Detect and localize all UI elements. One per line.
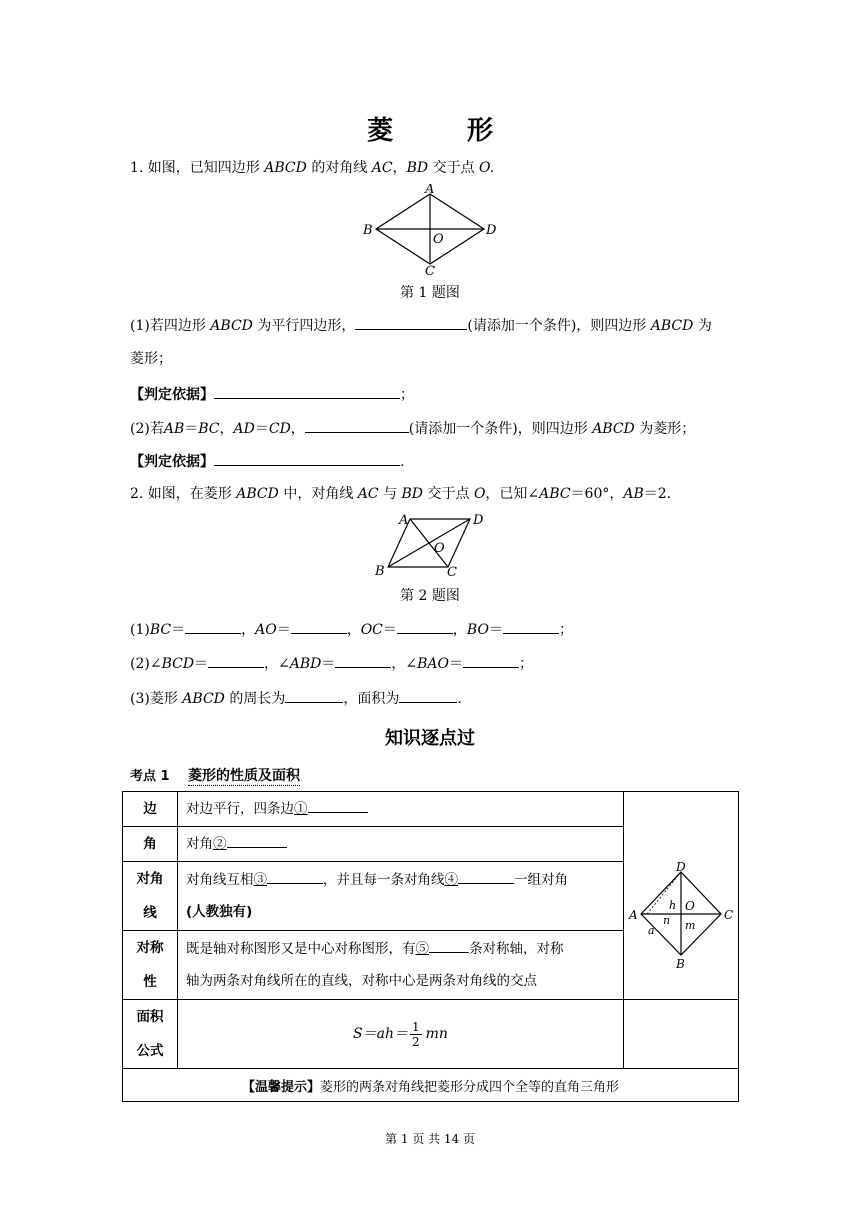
- q2-part3: (3)菱形 ABCD 的周长为 ，面积为 .: [130, 688, 462, 709]
- fig2-label-c: C: [447, 565, 457, 580]
- fig3-label-o: O: [685, 898, 695, 913]
- fig3-label-m: m: [685, 918, 696, 932]
- row-head-diagonal: 对角 线: [123, 862, 178, 931]
- side-blank[interactable]: [308, 798, 368, 813]
- q1-caption: 第 1 题图: [400, 285, 460, 301]
- row-content-angle: 对角②: [178, 827, 624, 862]
- section-heading: 知识逐点过: [385, 728, 475, 749]
- table-row: [123, 1000, 739, 1069]
- q2-bcd-blank[interactable]: [208, 653, 264, 668]
- symmetry-blank[interactable]: [429, 938, 469, 953]
- fig2-label-a: A: [399, 513, 409, 528]
- row-content-symmetry: 既是轴对称图形又是中心对称图形，有⑤ 条对称轴，对称 轴为两条对角线所在的直线，对称中心是两条对角线的交点: [178, 931, 624, 1000]
- fig1-label-a: A: [425, 184, 435, 197]
- q1-part1-cont: 菱形；: [130, 351, 172, 367]
- fig3-label-n: n: [663, 913, 671, 927]
- q1-basis2: 【判定依据】 .: [130, 451, 404, 472]
- row-head-area: 面积 公式: [123, 1000, 178, 1069]
- page-footer: 第 1 页 共 14 页: [385, 1132, 475, 1146]
- q1-basis2-blank[interactable]: [214, 451, 400, 466]
- fig3-label-a: A: [629, 907, 638, 922]
- figure-1-rhombus: [360, 184, 500, 276]
- fig1-label-c: C: [425, 264, 435, 276]
- q2-bao-blank[interactable]: [463, 653, 519, 668]
- q2-part1: (1)BC＝ ，AO＝ ，OC＝ ，BO＝ ；: [130, 619, 573, 640]
- q1-part2: (2)若AB＝BC，AD＝CD， (请添加一个条件)，则四边形 ABCD 为菱形；: [130, 418, 695, 439]
- q2-abd-blank[interactable]: [335, 653, 391, 668]
- row-content-side: 对边平行，四条边①: [178, 792, 624, 827]
- fig3-label-d: D: [676, 859, 686, 874]
- q2-perimeter-blank[interactable]: [285, 688, 343, 703]
- tip-cell: 【温馨提示】菱形的两条对角线把菱形分成四个全等的直角三角形: [123, 1069, 739, 1102]
- figure-2-rhombus: [368, 508, 498, 580]
- q2-stem: 2. 如图，在菱形 ABCD 中，对角线 AC 与 BD 交于点 O，已知∠ABC＝60°，AB＝2.: [130, 486, 672, 502]
- figure-3-rhombus: [624, 810, 738, 982]
- q2-bo-blank[interactable]: [503, 619, 559, 634]
- figure-3-cell: [624, 792, 739, 1000]
- fig3-label-c: C: [724, 907, 734, 922]
- q2-caption: 第 2 题图: [400, 588, 460, 604]
- knowledge-table: [122, 791, 739, 1102]
- row-head-side: 边: [123, 792, 178, 827]
- q2-ao-blank[interactable]: [291, 619, 347, 634]
- fig2-label-b: B: [375, 564, 385, 579]
- q1-stem: 1. 如图，已知四边形 ABCD 的对角线 AC，BD 交于点 O.: [130, 160, 495, 176]
- fig3-label-b: B: [676, 956, 685, 971]
- fig2-label-o: O: [434, 541, 445, 556]
- q1-basis1: 【判定依据】 ；: [130, 384, 414, 405]
- row-head-symmetry: 对称 性: [123, 931, 178, 1000]
- kp-label: 考点 1: [130, 769, 170, 784]
- row-head-angle: 角: [123, 827, 178, 862]
- fig3-label-a-side: a: [648, 923, 655, 937]
- area-figure-empty: [624, 1000, 739, 1069]
- q2-area-blank[interactable]: [399, 688, 457, 703]
- q2-bc-blank[interactable]: [185, 619, 241, 634]
- fig2-label-d: D: [473, 513, 484, 528]
- q1-part1-blank[interactable]: [355, 315, 467, 330]
- q1-part1: (1)若四边形 ABCD 为平行四边形， (请添加一个条件)，则四边形 ABCD 为: [130, 315, 712, 336]
- fig3-label-h: h: [669, 898, 677, 912]
- table-row: [123, 792, 739, 827]
- table-row: [123, 1069, 739, 1102]
- q2-part2: (2)∠BCD＝ ，∠ABD＝ ，∠BAO＝ ；: [130, 653, 533, 674]
- q2-oc-blank[interactable]: [397, 619, 453, 634]
- fig1-label-d: D: [486, 223, 497, 238]
- fig1-label-o: O: [433, 232, 444, 247]
- row-content-diagonal: 对角线互相③ ，并且每一条对角线④ 一组对角 (人教独有): [178, 862, 624, 931]
- page-title: 菱 形: [366, 116, 517, 146]
- row-content-area: [178, 1000, 624, 1069]
- diagonal-blank-2[interactable]: [458, 869, 514, 884]
- kp-title: 菱形的性质及面积: [188, 765, 300, 786]
- q1-part2-blank[interactable]: [305, 418, 409, 433]
- angle-blank[interactable]: [227, 833, 287, 848]
- fig1-label-b: B: [363, 223, 373, 238]
- area-formula: S＝ah＝ 1 2 mn: [353, 1019, 448, 1049]
- diagonal-blank-1[interactable]: [267, 869, 323, 884]
- q1-basis1-blank[interactable]: [214, 384, 400, 399]
